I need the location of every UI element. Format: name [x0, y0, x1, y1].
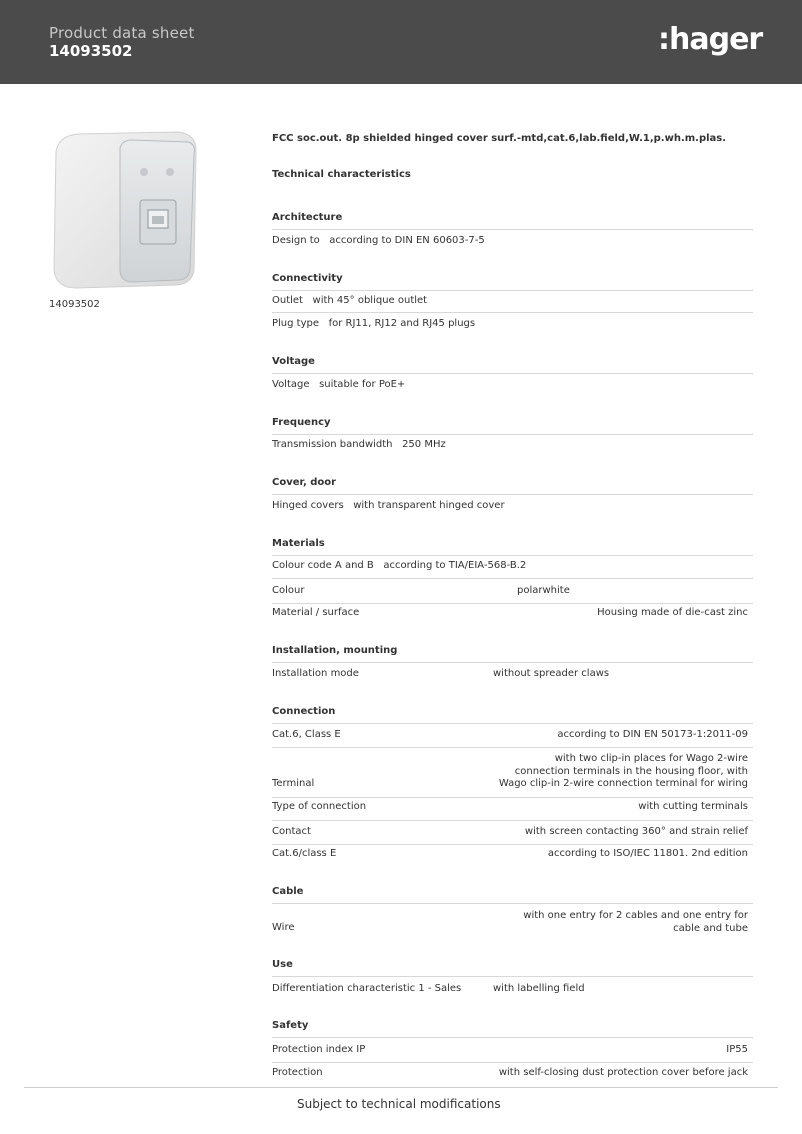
spec-value: according to TIA/EIA-568-B.2 [383, 560, 527, 571]
section-architecture: Architecture [272, 212, 753, 230]
technical-characteristics-heading: Technical characteristics [272, 169, 411, 180]
spec-value: with cutting terminals [638, 801, 748, 812]
section-use: Use [272, 959, 753, 977]
section-voltage: Voltage [272, 356, 753, 374]
spec-label: Design to [272, 235, 320, 246]
spec-row [272, 1044, 753, 1063]
spec-row [272, 753, 753, 798]
spec-value: with 45° oblique outlet [312, 295, 428, 306]
spec-value: according to ISO/IEC 11801. 2nd edition [547, 848, 748, 859]
spec-label: Terminal [272, 778, 315, 789]
spec-label: Protection index IP [272, 1044, 366, 1055]
spec-label: Contact [272, 826, 311, 837]
spec-value: polarwhite [517, 585, 570, 596]
spec-row [272, 235, 753, 246]
spec-label: Plug type [272, 318, 320, 329]
spec-row [272, 439, 753, 450]
product-number: 14093502 [49, 42, 133, 60]
spec-label: Colour code A and B [272, 560, 374, 571]
document-title: Product data sheet [49, 24, 195, 42]
spec-label: Colour [272, 585, 305, 596]
spec-label: Installation mode [272, 668, 359, 679]
spec-label: Type of connection [272, 801, 367, 812]
footer-note: Subject to technical modifications [297, 1097, 501, 1111]
spec-value: with two clip-in places for Wago 2-wire connection terminals in the housing floor, with Wago clip-in 2-wire connection terminal for wiring [498, 753, 748, 789]
spec-value: 250 MHz [402, 439, 446, 450]
product-description: FCC soc.out. 8p shielded hinged cover surf.-mtd,cat.6,lab.field,W.1,p.wh.m.plas. [272, 133, 727, 144]
section-frequency: Frequency [272, 417, 753, 435]
spec-value: with screen contacting 360° and strain relief [524, 826, 748, 837]
spec-label: Wire [272, 922, 295, 933]
spec-value: without spreader claws [493, 668, 610, 679]
spec-row [272, 729, 753, 748]
section-installation: Installation, mounting [272, 645, 753, 663]
spec-label: Protection [272, 1067, 323, 1078]
spec-label: Differentiation characteristic 1 - Sales [272, 983, 462, 994]
spec-value: with transparent hinged cover [353, 500, 505, 511]
section-connection: Connection [272, 706, 753, 724]
spec-label: Material / surface [272, 607, 360, 618]
spec-value: with self-closing dust protection cover before jack [498, 1067, 748, 1078]
page-header [0, 0, 802, 84]
section-cover-door: Cover, door [272, 477, 753, 495]
spec-value: suitable for PoE+ [319, 379, 406, 390]
spec-label: Transmission bandwidth [272, 439, 393, 450]
spec-value: according to DIN EN 50173-1:2011-09 [557, 729, 748, 740]
spec-row [272, 295, 753, 313]
spec-value: Housing made of die-cast zinc [597, 607, 748, 618]
product-image [48, 130, 198, 290]
spec-value: IP55 [726, 1044, 748, 1055]
hager-logo: :hager [658, 22, 763, 57]
spec-row [272, 585, 753, 604]
spec-row [272, 801, 753, 821]
footer-divider [24, 1087, 778, 1088]
image-caption: 14093502 [49, 299, 100, 310]
spec-row [272, 560, 753, 579]
spec-label: Voltage [272, 379, 310, 390]
spec-label: Outlet [272, 295, 303, 306]
spec-label: Hinged covers [272, 500, 344, 511]
section-materials: Materials [272, 538, 753, 556]
spec-value: for RJ11, RJ12 and RJ45 plugs [328, 318, 476, 329]
spec-row [272, 500, 753, 511]
spec-label: Cat.6/class E [272, 848, 337, 859]
section-safety: Safety [272, 1020, 753, 1038]
section-cable: Cable [272, 886, 753, 904]
spec-value: according to DIN EN 60603-7-5 [329, 235, 485, 246]
spec-value: with labelling field [493, 983, 585, 994]
spec-label: Cat.6, Class E [272, 729, 341, 740]
spec-value: with one entry for 2 cables and one entry for cable and tube [523, 910, 748, 934]
spec-row [272, 379, 753, 390]
section-connectivity: Connectivity [272, 273, 753, 291]
spec-row [272, 826, 753, 845]
spec-row [272, 318, 753, 329]
